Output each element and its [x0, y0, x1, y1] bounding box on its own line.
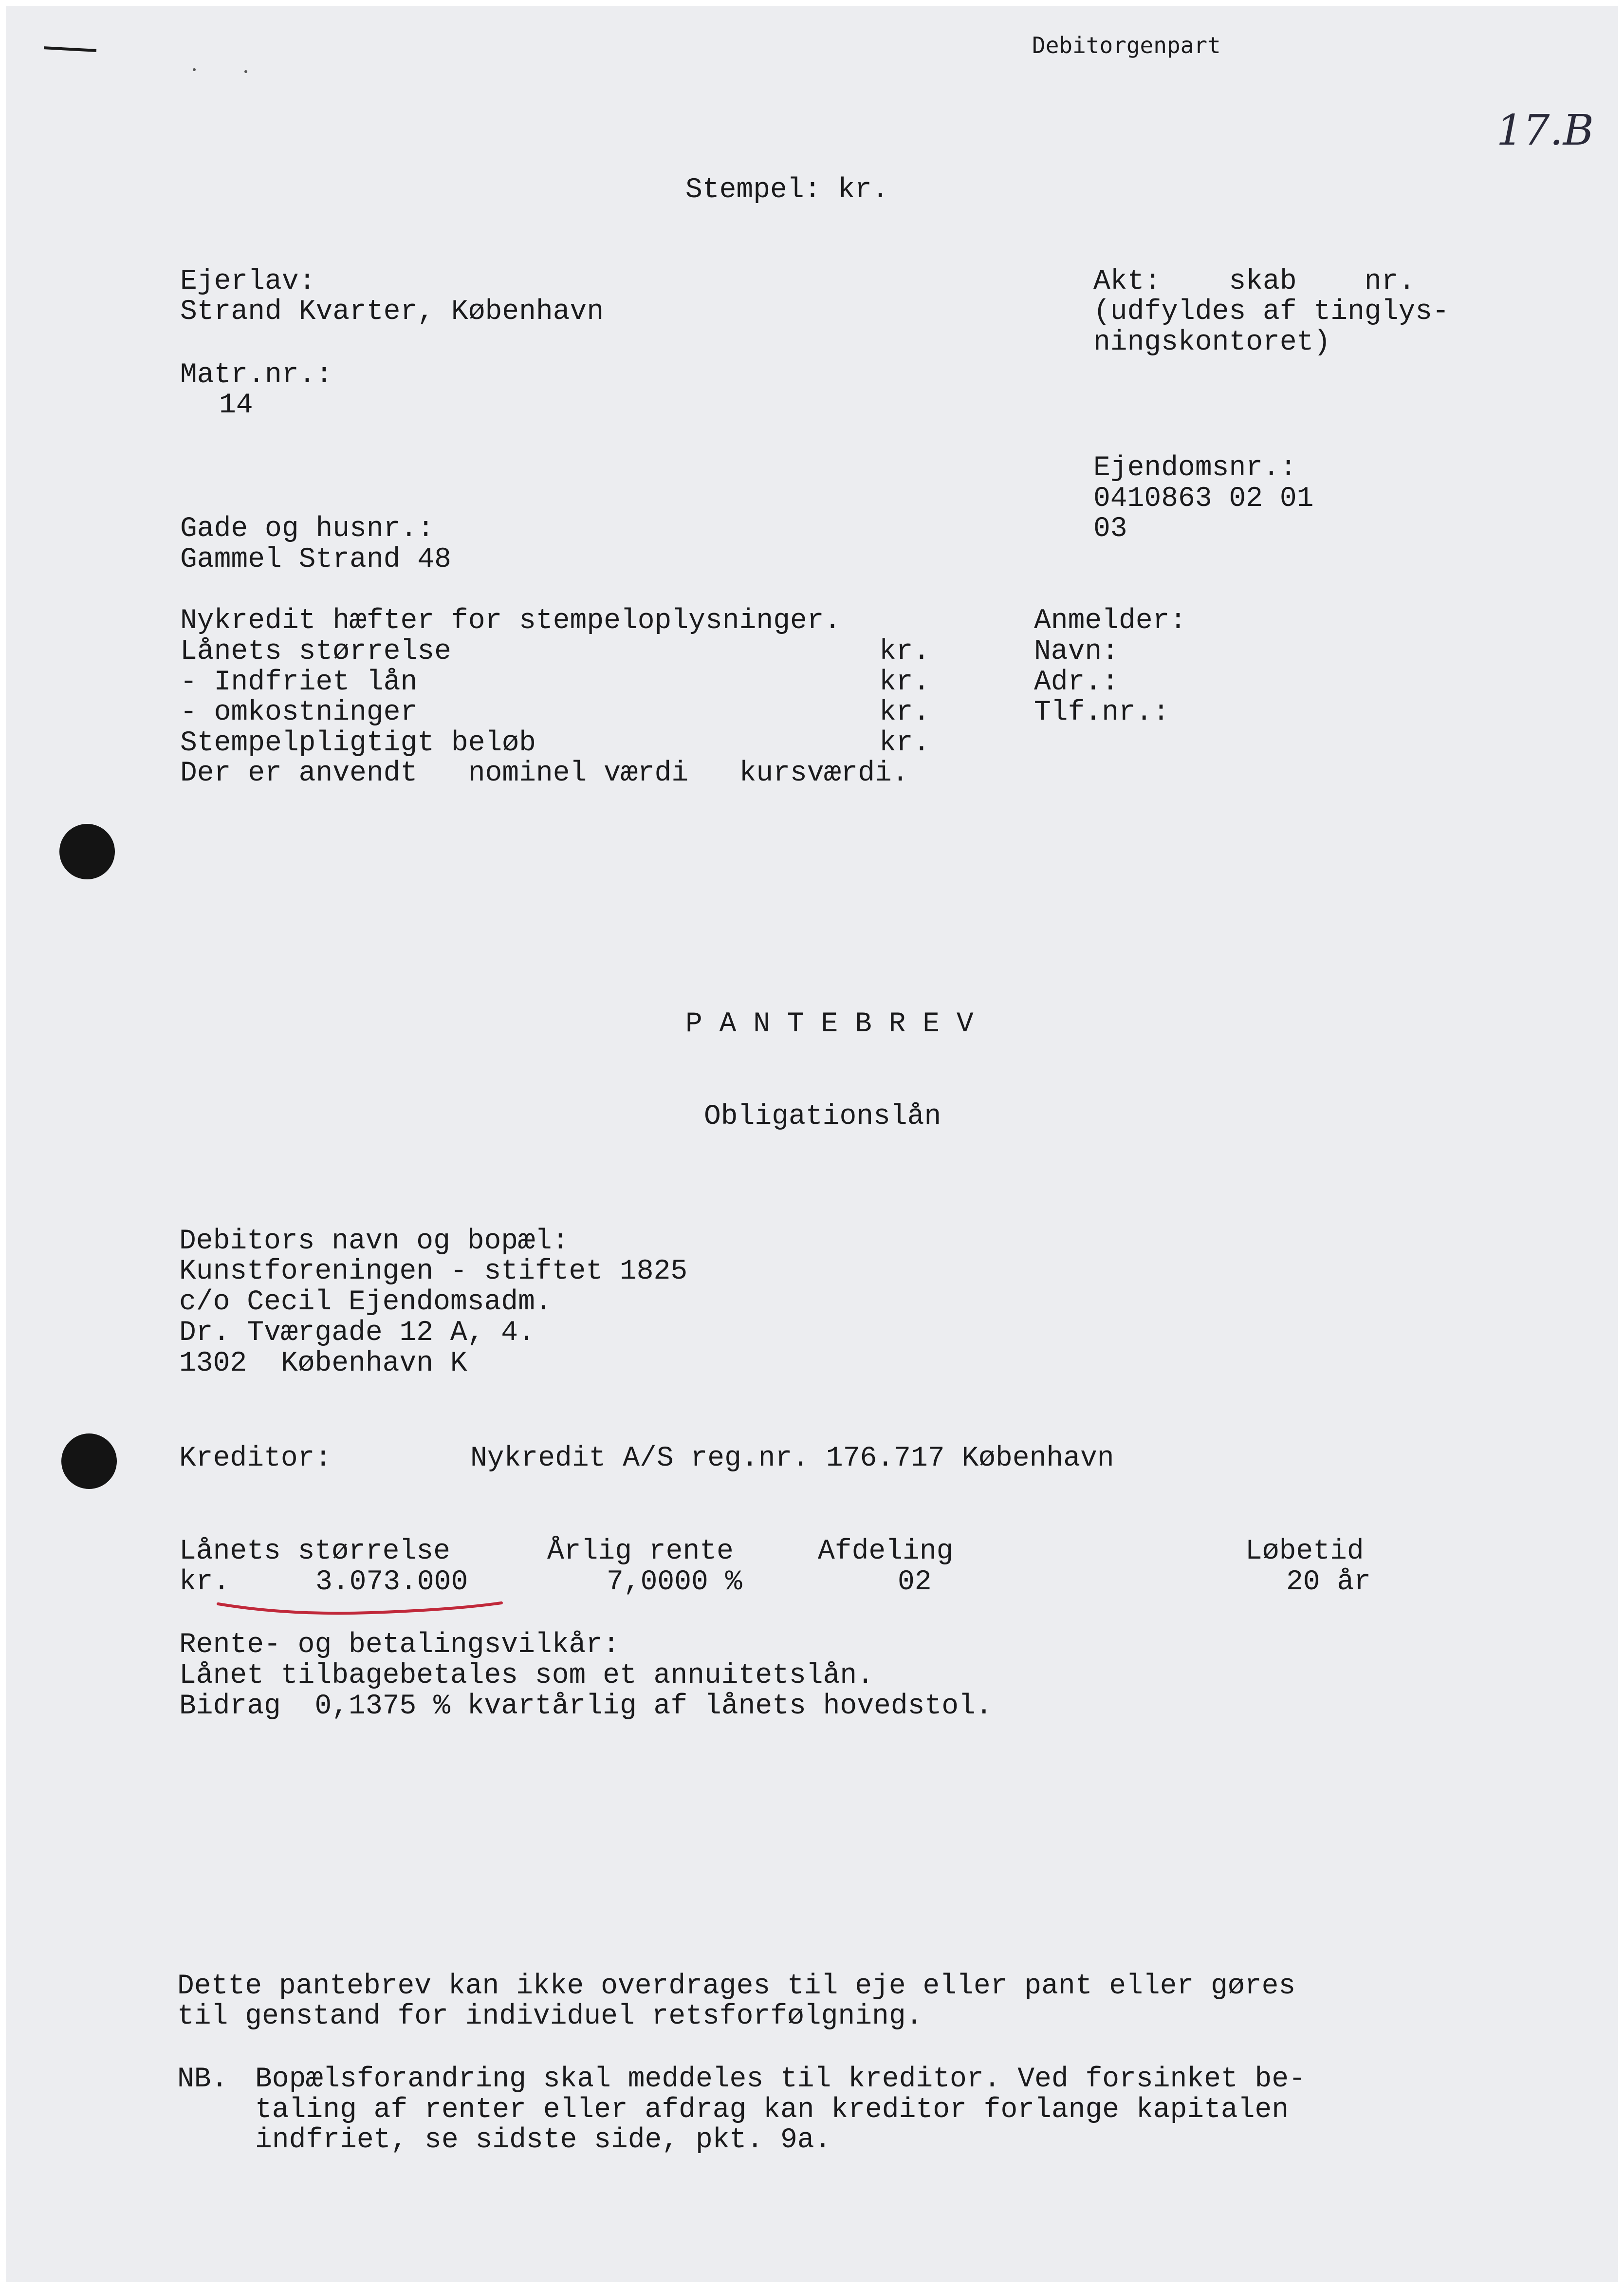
navn-label: Navn:	[1034, 636, 1119, 668]
loan-department: 02	[898, 1566, 932, 1598]
matr-label: Matr.nr.:	[180, 359, 333, 391]
debtor-line-1: Kunstforeningen - stiftet 1825	[179, 1256, 688, 1287]
ejerlav-value: Strand Kvarter, København	[180, 296, 604, 328]
adr-label: Adr.:	[1034, 667, 1119, 698]
matr-value: 14	[219, 390, 253, 421]
debtor-line-2: c/o Cecil Ejendomsadm.	[179, 1286, 552, 1318]
stamp-costs-label: - omkostninger	[180, 697, 418, 728]
ejendomsnr-value-2: 03	[1093, 513, 1127, 545]
punch-hole	[61, 1433, 117, 1489]
loan-term: 20 år	[1286, 1566, 1371, 1598]
loan-rate: 7,0000 %	[607, 1566, 742, 1598]
transfer-restriction-line-2: til genstand for individuel retsforfølgning.	[177, 2001, 923, 2032]
stamp-line: Stempel: kr.	[685, 174, 889, 206]
debtor-line-3: Dr. Tværgade 12 A, 4.	[179, 1317, 535, 1349]
gade-value: Gammel Strand 48	[180, 544, 451, 576]
punch-hole	[59, 824, 115, 879]
anmelder-label: Anmelder:	[1034, 605, 1187, 637]
terms-line-2: Bidrag 0,1375 % kvartårlig af lånets hovedstol.	[179, 1691, 993, 1722]
loan-size-header: Lånets størrelse	[179, 1536, 450, 1567]
ejendomsnr-label: Ejendomsnr.:	[1093, 452, 1297, 484]
handwritten-reference: 17.B	[1496, 106, 1594, 155]
stamp-currency: kr.	[879, 727, 930, 759]
annual-rate-header: Årlig rente	[547, 1536, 734, 1567]
stamp-loan-size-label: Lånets størrelse	[180, 636, 451, 668]
paper-speck	[244, 70, 247, 73]
valuation-basis-line: Der er anvendt nominel værdi kursværdi.	[180, 758, 909, 789]
stamp-liability-line: Nykredit hæfter for stempeloplysninger.	[180, 605, 841, 637]
stamp-currency: kr.	[879, 636, 930, 668]
document-subtitle: Obligationslån	[704, 1101, 941, 1133]
department-header: Afdeling	[818, 1536, 954, 1567]
creditor-label: Kreditor:	[179, 1443, 332, 1474]
akt-note-1: (udfyldes af tinglys-	[1093, 296, 1449, 328]
ejendomsnr-value-1: 0410863 02 01	[1093, 483, 1314, 515]
red-underline-annotation	[215, 1599, 507, 1618]
ejerlav-label: Ejerlav:	[180, 266, 316, 298]
copy-label: Debitorgenpart	[1032, 32, 1221, 58]
stamp-taxable-label: Stempelpligtigt beløb	[180, 727, 536, 759]
document-title: P A N T E B R E V	[685, 1008, 974, 1040]
debtor-label: Debitors navn og bopæl:	[179, 1226, 569, 1257]
paper-speck	[193, 68, 196, 71]
loan-currency: kr.	[179, 1566, 230, 1598]
transfer-restriction-line-1: Dette pantebrev kan ikke overdrages til eje eller pant eller gøres	[177, 1971, 1296, 2002]
debtor-line-4: 1302 København K	[179, 1348, 467, 1379]
gade-label: Gade og husnr.:	[180, 513, 435, 545]
nb-label: NB.	[177, 2064, 228, 2095]
stamp-currency: kr.	[879, 667, 930, 698]
akt-line: Akt: skab nr.	[1093, 266, 1416, 298]
pen-mark	[44, 46, 96, 52]
nb-line-2: taling af renter eller afdrag kan kreditor forlange kapitalen	[255, 2094, 1289, 2126]
terms-line-1: Lånet tilbagebetales som et annuitetslån.	[179, 1660, 874, 1692]
stamp-currency: kr.	[879, 697, 930, 728]
tlf-label: Tlf.nr.:	[1034, 697, 1170, 728]
loan-amount: 3.073.000	[315, 1566, 468, 1598]
nb-line-3: indfriet, se sidste side, pkt. 9a.	[255, 2124, 831, 2156]
creditor-value: Nykredit A/S reg.nr. 176.717 København	[470, 1443, 1114, 1474]
document-page	[6, 6, 1618, 2282]
stamp-redeemed-label: - Indfriet lån	[180, 667, 418, 698]
nb-line-1: Bopælsforandring skal meddeles til kreditor. Ved forsinket be-	[255, 2064, 1306, 2095]
term-header: Løbetid	[1245, 1536, 1364, 1567]
akt-note-2: ningskontoret)	[1093, 327, 1331, 358]
terms-label: Rente- og betalingsvilkår:	[179, 1629, 620, 1661]
